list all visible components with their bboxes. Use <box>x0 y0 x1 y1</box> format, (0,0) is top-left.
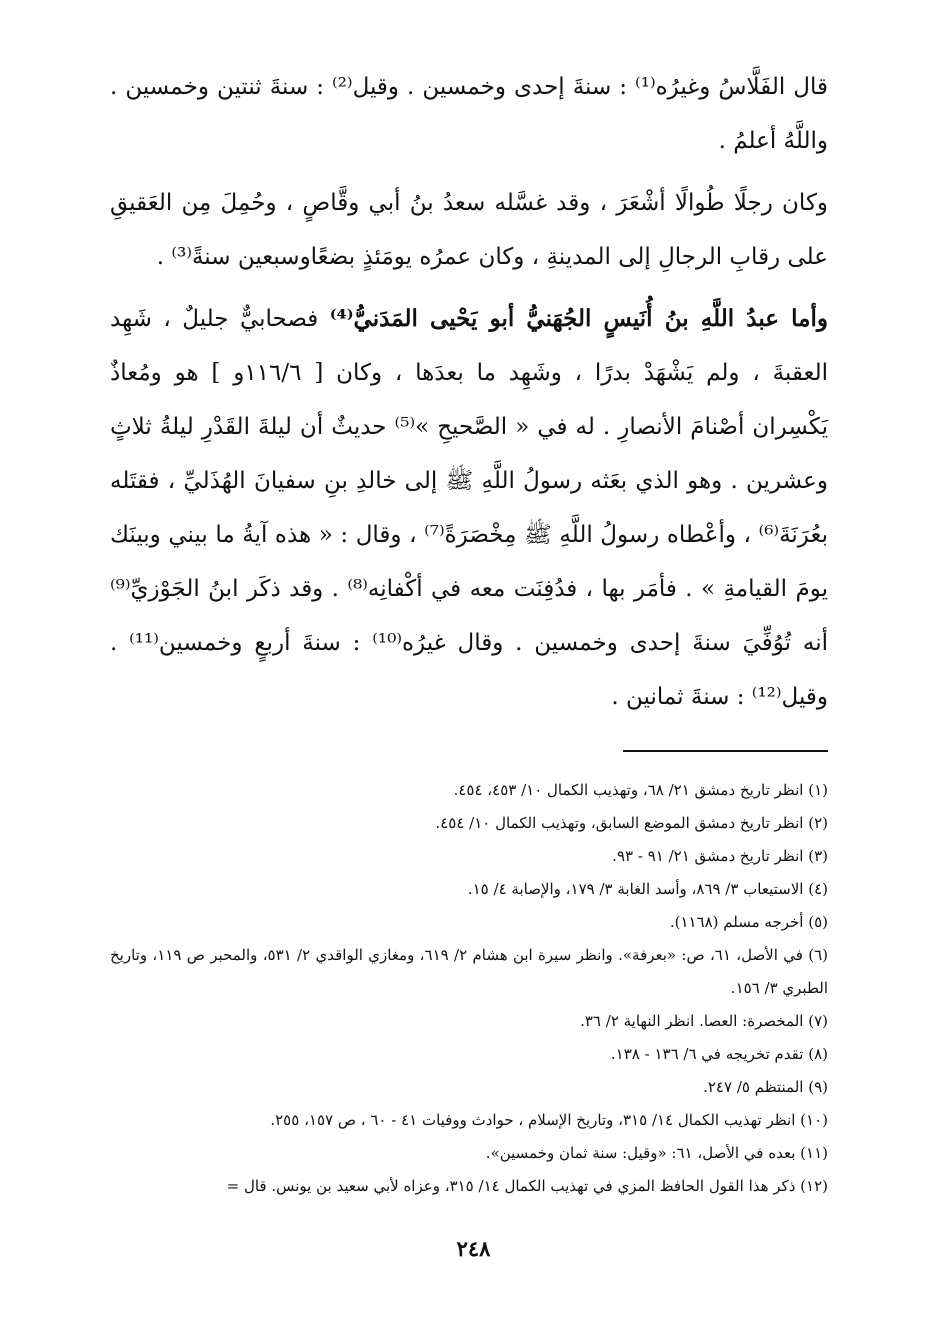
paragraph-3 <box>110 292 828 724</box>
footnote-11: (١١) بعده في الأصل، ٦١: «وقيل: سنة ثمان وخمسين». <box>485 1144 828 1162</box>
footnote-10: (١٠) انظر تهذيب الكمال ١٤/ ٣١٥، وتاريخ الإسلام ، حوادث ووفيات ٤١ - ٦٠ ، ص ١٥٧، ٢٥٥. <box>270 1111 828 1129</box>
footnote-6: (٦) في الأصل، ٦١، ص: «بعرفة». وانظر سيرة ابن هشام ٢/ ٦١٩، ومغازي الواقدي ٢/ ٥٣١، والمحبر ص ١١٩، وتاريخ الطبري ٣/ ١٥٦. <box>110 946 829 997</box>
footnote-3: (٣) انظر تاريخ دمشق ٢١/ ٩١ - ٩٣. <box>612 847 828 865</box>
page-number: ٢٤٨ <box>456 1236 491 1261</box>
footnote-2: (٢) انظر تاريخ دمشق الموضع السابق، وتهذيب الكمال ١٠/ ٤٥٤. <box>435 814 828 832</box>
paragraph-1: قال الفَلَّاسُ وغيرُه⁽¹⁾ : سنةَ إحدى وخمسين . وقيل⁽²⁾ : سنةَ ثنتين وخمسين . واللَّهُ أعلمُ . <box>110 74 828 154</box>
footnote-7: (٧) المخصرة: العصا. انظر النهاية ٢/ ٣٦. <box>580 1012 828 1030</box>
footnotes <box>110 774 828 1203</box>
footnote-1: (١) انظر تاريخ دمشق ٢١/ ٦٨، وتهذيب الكمال ١٠/ ٤٥٣، ٤٥٤. <box>453 781 828 799</box>
footnote-separator <box>623 750 828 752</box>
paragraph-2: وكان رجلًا طُوالًا أشْعَرَ ، وقد غسَّله سعدُ بنُ أبي وقَّاصٍ ، وحُمِلَ مِن العَقيقِ على رقابِ الرجالِ إلى المدينةِ ، وكان عمرُه يومَئذٍ بضعًاوسبعين سنةً⁽³⁾ . <box>110 190 828 270</box>
footnote-5: (٥) أخرجه مسلم (١١٦٨). <box>669 913 828 931</box>
footnote-8: (٨) تقدم تخريجه في ٦/ ١٣٦ - ١٣٨. <box>610 1045 828 1063</box>
page-body <box>110 60 828 1203</box>
footnote-9: (٩) المنتظم ٥/ ٢٤٧. <box>703 1078 828 1096</box>
footnote-4: (٤) الاستيعاب ٣/ ٨٦٩، وأسد الغابة ٣/ ١٧٩، والإصابة ٤/ ١٥. <box>467 880 828 898</box>
footnote-12: (١٢) ذكر هذا القول الحافظ المزي في تهذيب الكمال ١٤/ ٣١٥، وعزاه لأبي سعيد بن يونس. قال = <box>226 1177 828 1195</box>
paragraph-3-text: فصحابيٌّ جليلٌ ، شَهِد العقبةَ ، ولم يَشْهَدْ بدرًا ، وشَهِد ما بعدَها ، وكان [ ١١٦/٦و ] هو ومُعاذٌ يَكْسِران أصْنامَ الأنصارِ . له في « الصَّحيحِ »⁽⁵⁾ حديثٌ أن ليلةَ القَدْرِ ليلةُ ثلاثٍ وعشرين . وهو الذي بعَثه رسولُ اللَّهِ ﷺ إلى خالدِ بنِ سفيانَ الهُذَليِّ ، فقتَله بعُرَنَةَ⁽⁶⁾ ، وأعْطاه رسولُ اللَّهِ ﷺ مِخْصَرَةً⁽⁷⁾ ، وقال : « هذه آيةُ ما بيني وبينَك يومَ القيامةِ » . فأمَر بها ، فدُفِنَت معه في أكْفانِه⁽⁸⁾ . وقد ذكَر ابنُ الجَوْزيِّ⁽⁹⁾ أنه تُوُفِّيَ سنةَ إحدى وخمسين . وقال غيرُه⁽¹⁰⁾ : سنةَ أربعٍ وخمسين⁽¹¹⁾ . وقيل⁽¹²⁾ : سنةَ ثمانين . <box>110 306 829 710</box>
paragraph-3-heading: وأما عبدُ اللَّهِ بنُ أُنَيسٍ الجُهَنيُّ أبو يَحْيى المَدَنيُّ⁽⁴⁾ <box>329 305 828 332</box>
